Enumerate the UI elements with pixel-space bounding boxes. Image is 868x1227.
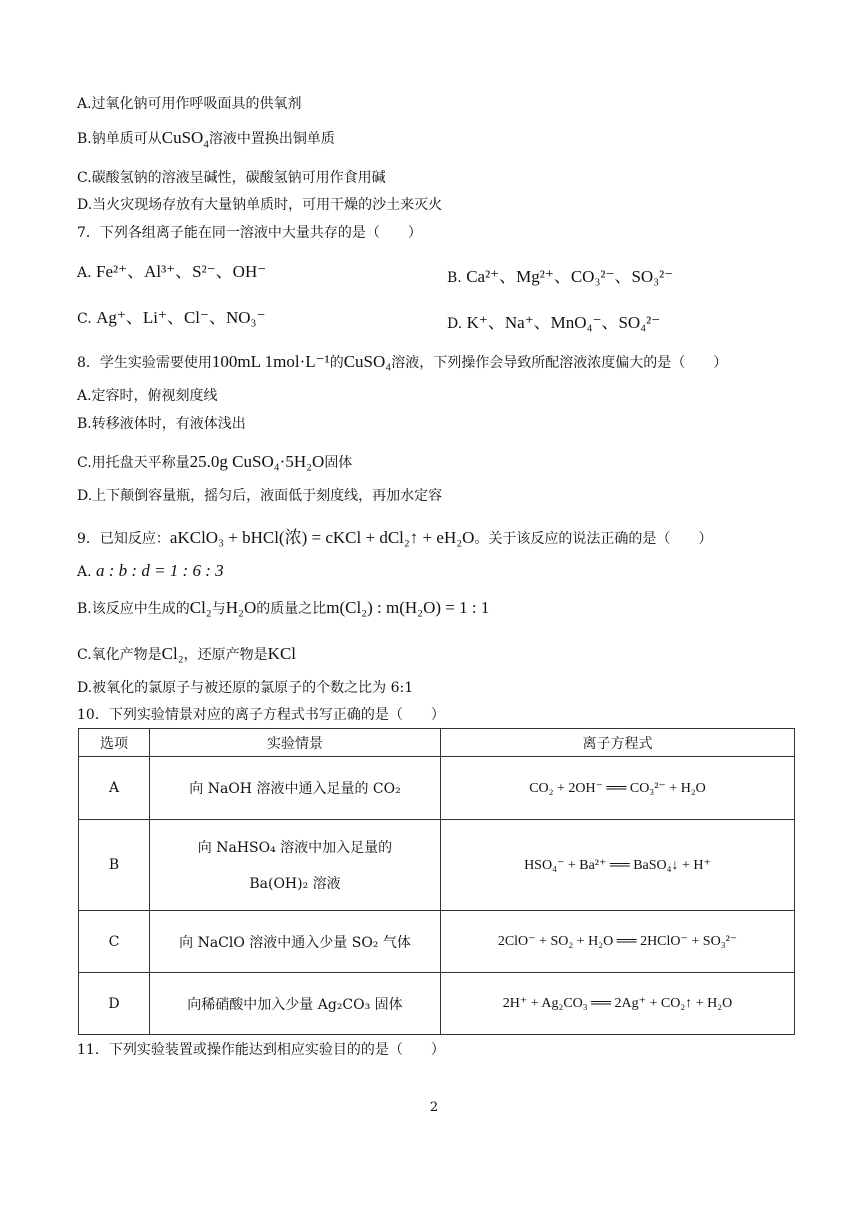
q6-option-c: C.碳酸氢钠的溶液呈碱性，碳酸氢钠可用作食用碱 xyxy=(77,170,386,186)
q7-a-ions: Fe²⁺、Al³⁺、S²⁻、OH⁻ xyxy=(96,262,267,281)
table-header-row xyxy=(79,729,795,757)
q9-option-b xyxy=(77,598,489,618)
page-number: 2 xyxy=(429,1100,439,1115)
q8-option-c xyxy=(77,452,352,472)
q7-d-label: D. xyxy=(447,316,463,332)
q8-option-d: D.上下颠倒容量瓶，摇匀后，液面低于刻度线，再加水定容 xyxy=(77,488,443,504)
q9-a-label: A. xyxy=(77,564,92,580)
row-option: C xyxy=(79,911,150,973)
row-option: A xyxy=(79,757,150,820)
q10-stem: 10．下列实验情景对应的离子方程式书写正确的是（ ） xyxy=(77,707,445,723)
q6-option-b xyxy=(77,128,335,151)
q6-option-a: A.过氧化钠可用作呼吸面具的供氧剂 xyxy=(77,96,302,112)
table-row xyxy=(79,820,795,911)
q8-formula: CuSO₄ xyxy=(343,352,392,371)
row-scene-line1: 向 NaHSO₄ 溶液中加入足量的 xyxy=(197,840,393,856)
q9-option-d: D.被氧化的氯原子与被还原的氯原子的个数之比为 6:1 xyxy=(77,680,414,696)
q9-c-f1: Cl₂ xyxy=(161,644,184,663)
q7-c-ions: Ag⁺、Li⁺、Cl⁻、NO₃⁻ xyxy=(96,308,266,327)
row-scene: 向 NaOH 溶液中通入足量的 CO₂ xyxy=(150,757,441,820)
row-equation: CO₂ + 2OH⁻ ══ CO₃²⁻ + H₂O xyxy=(441,757,795,820)
q8-stem-pre: 8．学生实验需要使用 xyxy=(77,355,212,371)
table-row xyxy=(79,973,795,1035)
q8-c-post: 固体 xyxy=(324,455,353,471)
formula-text: CuSO xyxy=(161,128,204,147)
q10-table xyxy=(78,728,795,1035)
q7-option-b xyxy=(447,262,673,287)
q8-stem xyxy=(77,352,727,372)
table-row xyxy=(79,911,795,973)
q9-c-f2: KCl xyxy=(267,644,297,663)
q8-stem-mid: 的 xyxy=(329,355,344,371)
row-option: B xyxy=(79,820,150,911)
q7-c-label: C. xyxy=(77,311,92,327)
q11-stem: 11．下列实验装置或操作能达到相应实验目的的是（ ） xyxy=(77,1042,445,1058)
q9-b-f2: H₂O xyxy=(225,598,257,617)
q9-stem xyxy=(77,528,712,548)
q9-option-c xyxy=(77,644,296,664)
q7-d-ions: K⁺、Na⁺、MnO₄⁻、SO₄²⁻ xyxy=(466,313,661,332)
table-row xyxy=(79,757,795,820)
q9-b-mid2: 的质量之比 xyxy=(256,601,327,617)
header-scene: 实验情景 xyxy=(150,729,441,757)
q7-option-d xyxy=(447,308,660,333)
row-scene-line2: Ba(OH)₂ 溶液 xyxy=(249,876,341,892)
q6-option-b-pre: B.钠单质可从 xyxy=(77,131,162,147)
header-equation: 离子方程式 xyxy=(441,729,795,757)
q6-option-b-post: 溶液中置换出铜单质 xyxy=(208,131,335,147)
q9-option-a xyxy=(77,561,224,581)
header-option: 选项 xyxy=(79,729,150,757)
q9-b-f1: Cl₂ xyxy=(189,598,212,617)
row-scene xyxy=(150,820,441,911)
q9-equation: aKClO₃ + bHCl(浓) = cKCl + dCl₂↑ + eH₂O xyxy=(169,528,475,547)
row-equation: HSO₄⁻ + Ba²⁺ ══ BaSO₄↓ + H⁺ xyxy=(441,820,795,911)
q7-stem: 7．下列各组离子能在同一溶液中大量共存的是（ ） xyxy=(77,225,422,241)
q7-option-a xyxy=(77,262,266,282)
q7-b-label: B. xyxy=(447,270,462,286)
q9-c-mid: ，还原产物是 xyxy=(183,647,268,663)
row-option: D xyxy=(79,973,150,1035)
q8-option-a: A.定容时，俯视刻度线 xyxy=(77,388,218,404)
q9-b-mid: 与 xyxy=(211,601,226,617)
formula-sub: 4 xyxy=(203,138,209,151)
q9-b-expr: m(Cl₂) : m(H₂O) = 1 : 1 xyxy=(326,598,490,617)
q7-b-ions: Ca²⁺、Mg²⁺、CO₃²⁻、SO₃²⁻ xyxy=(466,267,674,286)
q8-c-formula: 25.0g CuSO₄·5H₂O xyxy=(189,452,325,471)
row-equation: 2ClO⁻ + SO₂ + H₂O ══ 2HClO⁻ + SO₃²⁻ xyxy=(441,911,795,973)
q9-stem-pre: 9．已知反应： xyxy=(77,531,170,547)
q9-c-pre: C.氧化产物是 xyxy=(77,647,162,663)
row-scene: 向 NaClO 溶液中通入少量 SO₂ 气体 xyxy=(150,911,441,973)
row-equation: 2H⁺ + Ag₂CO₃ ══ 2Ag⁺ + CO₂↑ + H₂O xyxy=(441,973,795,1035)
q9-b-pre: B.该反应中生成的 xyxy=(77,601,190,617)
q7-a-label: A. xyxy=(77,265,92,281)
q7-option-c xyxy=(77,308,265,328)
row-scene: 向稀硝酸中加入少量 Ag₂CO₃ 固体 xyxy=(150,973,441,1035)
q8-option-b: B.转移液体时，有液体浅出 xyxy=(77,416,246,432)
q6-option-d: D.当火灾现场存放有大量钠单质时，可用干燥的沙土来灭火 xyxy=(77,197,443,213)
q8-stem-post: 溶液，下列操作会导致所配溶液浓度偏大的是（ ） xyxy=(391,355,728,371)
q8-concentration: 100mL 1mol·L⁻¹ xyxy=(211,352,330,371)
q6-option-b-formula xyxy=(161,128,209,151)
q9-a-expr: a : b : d = 1 : 6 : 3 xyxy=(96,561,224,580)
q8-c-pre: C.用托盘天平称量 xyxy=(77,455,190,471)
q9-stem-post: 。关于该反应的说法正确的是（ ） xyxy=(474,531,713,547)
